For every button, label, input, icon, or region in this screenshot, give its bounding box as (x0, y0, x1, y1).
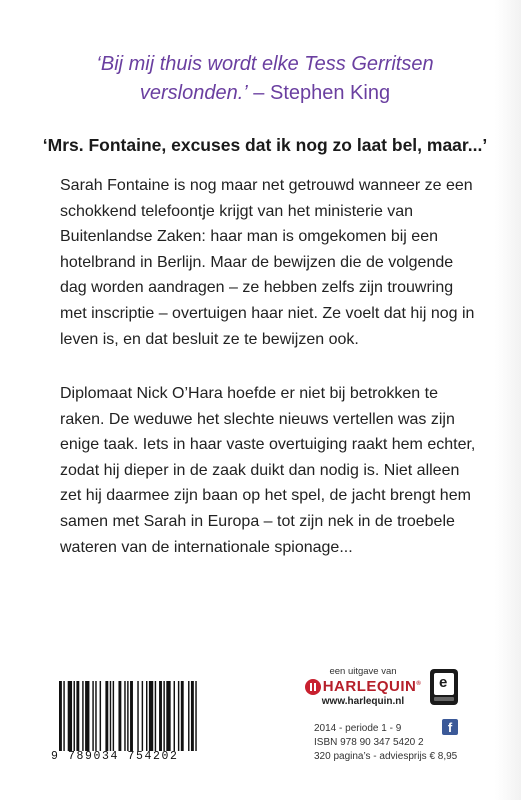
barcode-bar (82, 681, 83, 751)
facebook-icon: f (442, 719, 458, 735)
quote-text: ‘Bij mij thuis wordt elke Tess Gerritsen verslonden.’ (96, 53, 434, 104)
barcode-bar (124, 681, 125, 751)
blurb-paragraph-1: Sarah Fontaine is nog maar net getrouwd wanneer ze een schokkend telefoontje krijgt van het ministerie van Buitenlandse Zaken: haar man is omgekomen bij een hotelbrand in Berlijn. Maar de bewijzen die de volgende dag worden aandragen – ze hebben zelfs zijn trouwring met inscriptie – overtuigen haar niet. Ze voelt dat hij nog in leven is, en dat besluit ze te bewijzen ook. (60, 177, 475, 348)
publisher-website: www.harlequin.nl (321, 696, 405, 707)
barcode-bar (105, 681, 108, 751)
barcode-bar (74, 681, 75, 751)
barcode-bar (92, 681, 93, 751)
hook-line: ‘Mrs. Fontaine, excuses dat ik nog zo laat bel, maar...’ (42, 135, 488, 155)
publication-period: 2014 - periode 1 - 9 (314, 723, 402, 734)
publisher-logo (298, 678, 428, 695)
barcode-bar (191, 681, 194, 751)
barcode-bar (149, 681, 153, 751)
barcode-bar (181, 681, 184, 751)
barcode-bar (163, 681, 164, 751)
barcode-bar (159, 681, 162, 751)
pages-price: 320 pagina’s - adviesprijs € 8,95 (314, 751, 458, 762)
barcode-bar (110, 681, 111, 751)
barcode-bar (188, 681, 189, 751)
registered-mark: ® (416, 681, 422, 687)
publisher-tagline: een uitgave van (329, 666, 397, 677)
barcode-bars (55, 681, 203, 751)
barcode-bar (174, 681, 175, 751)
barcode-bar (118, 681, 121, 751)
ebook-device-icon (430, 669, 458, 705)
barcode-bar (63, 681, 64, 751)
barcode-bar (166, 681, 170, 751)
blurb-paragraph-2: Diplomaat Nick O’Hara hoefde er niet bij betrokken te raken. De weduwe het slechte nieuws vertellen was zijn enige taak. Iets in haar vaste overtuiging raakt hem echter, zodat hij dieper in de zaak duikt dan nodig is. Niet alleen zet hij daarmee zijn baan op het spel, de jacht brengt hem samen met Sarah in Europa – tot zijn nek in de troebele wateren van de internationale spionage... (60, 385, 476, 556)
publisher-block (298, 666, 428, 707)
barcode-bar (178, 681, 179, 751)
publisher-name: HARLEQUIN® (322, 678, 422, 695)
barcode-bar (127, 681, 128, 751)
isbn-number: ISBN 978 90 347 5420 2 (314, 737, 424, 748)
barcode-bar (146, 681, 147, 751)
isbn-barcode (55, 681, 203, 755)
barcode-bar (142, 681, 143, 751)
barcode-bar (130, 681, 133, 751)
barcode-bar (137, 681, 138, 751)
barcode-bar (85, 681, 89, 751)
barcode-bar (95, 681, 96, 751)
barcode-bar (76, 681, 79, 751)
barcode-digits: 9 789034 754202 (51, 750, 179, 763)
publication-info (314, 722, 457, 764)
barcode-bar (100, 681, 101, 751)
barcode-bar (195, 681, 196, 751)
barcode-bar (155, 681, 156, 751)
endorsement-quote (40, 50, 490, 108)
quote-author: Stephen King (269, 82, 391, 104)
barcode-bar (59, 681, 62, 751)
harlequin-h-icon (305, 679, 321, 695)
barcode-bar (68, 681, 72, 751)
quote-dash: – (247, 82, 270, 104)
barcode-bar (113, 681, 114, 751)
